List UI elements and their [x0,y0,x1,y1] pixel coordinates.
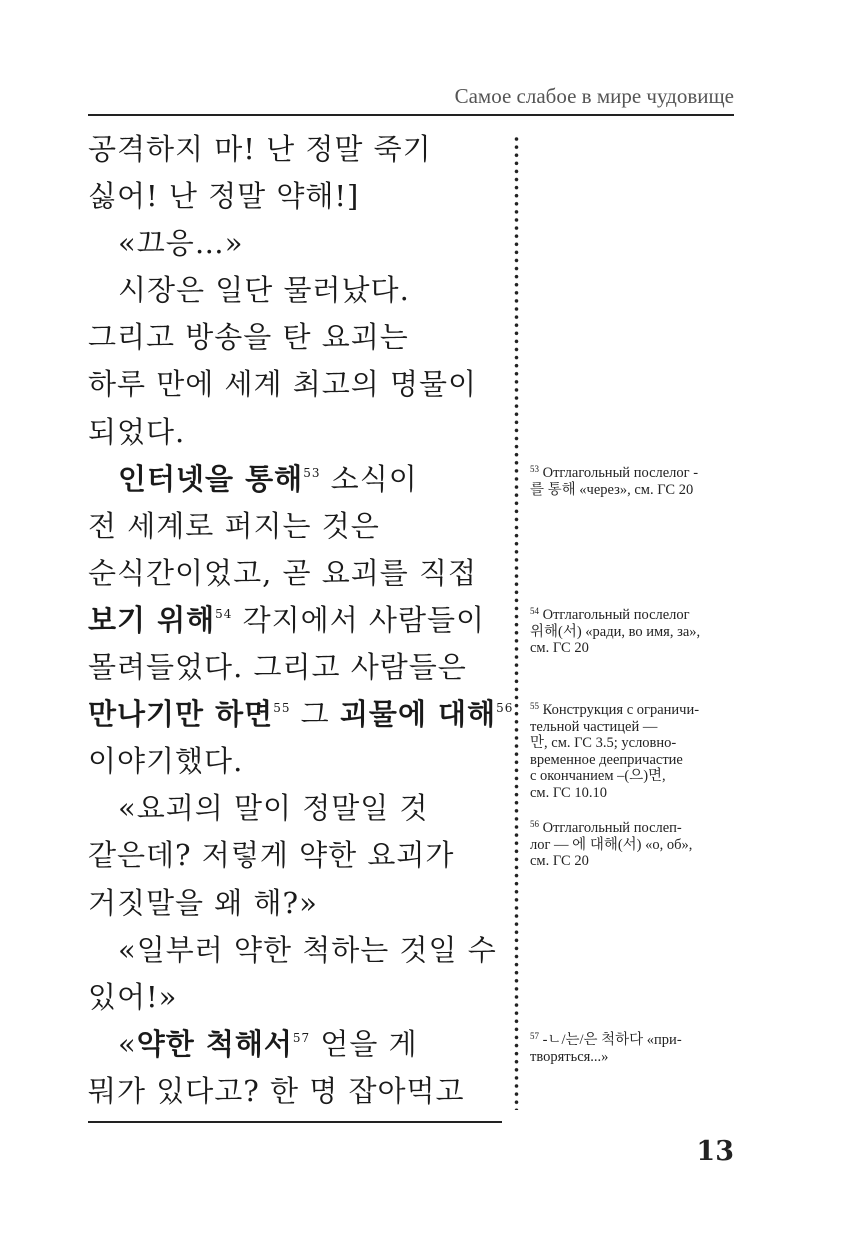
footnote-marker: 57 [292,1030,311,1045]
footnote-marker: 54 [215,606,233,621]
text-segment: 전 세계로 퍼지는 것은 [88,508,380,543]
footnote-text-line: тельной частицей — [530,718,658,735]
text-line [88,738,508,785]
text-segment: «요괴의 말이 정말일 것 [118,791,429,826]
text-segment: 얻을 게 [310,1026,418,1061]
text-line [88,1068,508,1115]
footnote-marker: 56 [496,701,514,716]
main-text [88,126,514,1115]
text-line [88,503,508,550]
text-segment: 소식이 [320,461,418,496]
text-line [88,173,508,220]
bold-phrase: 괴물에 대해 [339,697,497,732]
footnote-56 [530,820,740,870]
footnote-text-line: 를 통해 «через», см. ГС 20 [530,481,694,498]
text-segment: 공격하지 마! 난 정말 죽기 [88,132,432,166]
footnote-text-line: см. ГС 20 [530,640,589,656]
text-segment: « [118,1026,137,1061]
footnote-number: 55 [530,701,539,711]
footnote-text-line: -ㄴ/는/은 척하다 «при- [539,1032,682,1048]
footnote-number: 53 [530,464,539,474]
bold-phrase: 약한 척해서 [136,1026,293,1061]
text-segment: 그리고 방송을 탄 요괴는 [88,320,409,355]
text-line [88,409,508,456]
text-segment: 몰려들었다. 그리고 사람들은 [88,650,467,685]
text-line [88,597,508,644]
text-segment: 하루 만에 세계 최고의 명물이 [88,367,478,402]
text-line [88,550,508,597]
bottom-rule [88,1121,502,1123]
footnote-text-line: Отглагольный послеп- [539,820,682,836]
running-header: Самое слабое в мире чудовище [454,84,734,108]
text-segment: 순식간이었고, 곧 요괴를 직접 [88,555,478,590]
footnote-text-line: см. ГС 10.10 [530,784,607,801]
text-line [88,644,508,691]
footnote-text-line: Конструкция с ограничи- [539,702,700,718]
footnote-text-line: временное деепричастие [530,751,683,768]
text-segment: 시장은 일단 물러났다. [118,273,410,308]
text-line [88,1021,508,1068]
text-segment: 각지에서 사람들이 [232,602,485,637]
footnote-54 [530,607,740,657]
footnote-text-line: см. ГС 20 [530,853,589,869]
text-segment: 되었다. [88,414,186,449]
footnote-53 [530,465,740,498]
footnote-number: 54 [530,606,539,616]
bold-phrase: 인터넷을 통해 [118,461,304,496]
text-line [88,267,508,314]
text-segment: 그 [290,697,340,732]
footnote-text-line: 위해(서) «ради, во имя, за», [530,623,701,640]
footnote-text-line: творяться...» [530,1048,609,1065]
text-line [88,785,508,832]
text-line [88,456,508,503]
text-line [88,880,508,927]
text-segment: 싫어! 난 정말 약해!] [88,179,360,214]
text-line [88,974,508,1021]
footnote-number: 56 [530,819,539,829]
footnote-55 [530,702,740,801]
footnote-text-line: Отглагольный послелог - [539,465,699,481]
footnote-text-line: с окончанием –(으)면, [530,768,666,784]
text-segment: «끄응…» [118,226,244,261]
footnote-text-line: 만, см. ГС 3.5; условно- [530,735,677,751]
footnote-57 [530,1032,740,1065]
text-segment: 있어!» [88,979,178,1014]
text-line [88,220,508,267]
text-segment: 같은데? 저렇게 약한 요괴가 [88,838,455,873]
footnote-number: 57 [530,1031,539,1041]
footnote-text-line: лог — 에 대해(서) «о, об», [530,836,693,853]
text-line [88,832,508,879]
page-number: 13 [696,1136,734,1167]
text-segment: 거짓말을 왜 해?» [88,885,318,920]
text-line [88,361,508,408]
bold-phrase: 보기 위해 [88,602,216,637]
text-segment: «일부러 약한 척하는 것일 수 [118,932,497,967]
text-line [88,314,508,361]
text-line [88,927,508,974]
text-segment: 뭐가 있다고? 한 명 잡아먹고 [88,1073,465,1108]
footnote-marker: 53 [303,465,321,480]
text-line [88,691,514,738]
header-rule [88,114,734,116]
footnote-text-line: Отглагольный послелог [539,607,690,623]
bold-phrase: 만나기만 하면 [88,697,274,732]
text-line [88,126,508,173]
footnote-marker: 55 [273,701,291,716]
dotted-divider [514,135,519,1110]
text-segment: 이야기했다. [88,744,244,779]
